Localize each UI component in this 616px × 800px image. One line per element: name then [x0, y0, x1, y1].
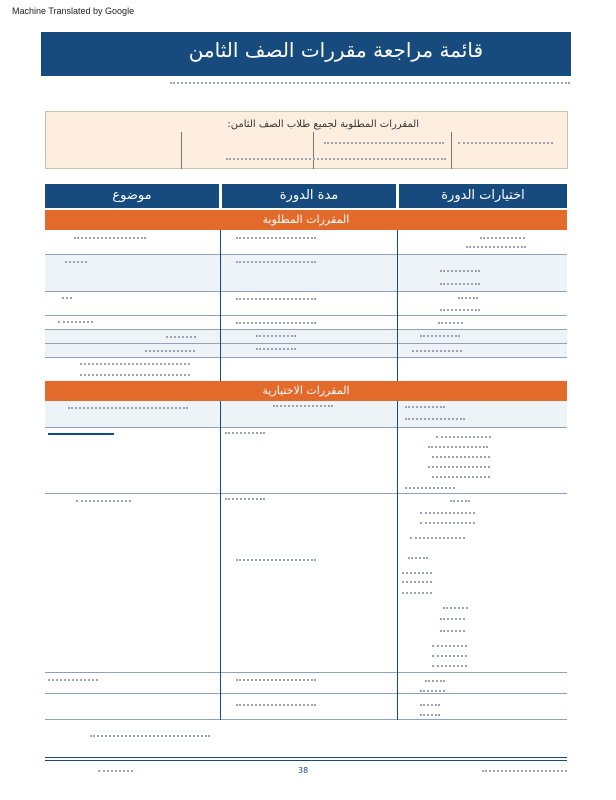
text-line — [432, 655, 467, 657]
text-line — [62, 297, 72, 299]
table-row — [45, 330, 567, 344]
text-line — [420, 522, 475, 524]
table-row — [45, 230, 567, 255]
table-row — [45, 673, 567, 694]
text-line — [402, 592, 432, 594]
text-line — [236, 559, 316, 561]
text-line — [480, 237, 525, 239]
text-line — [440, 270, 480, 272]
required-box-heading: المقررات المطلوبة لجميع طلاب الصف الثامن: — [227, 119, 419, 130]
text-line — [436, 436, 491, 438]
text-line — [440, 283, 480, 285]
column-divider — [397, 230, 398, 381]
table-row — [45, 344, 567, 358]
column-divider — [220, 230, 221, 381]
text-line — [428, 466, 490, 468]
text-line — [58, 321, 93, 323]
divider — [451, 132, 452, 169]
text-line — [405, 418, 465, 420]
table-row — [45, 358, 567, 382]
divider — [313, 132, 314, 169]
text-line — [324, 142, 444, 144]
text-line — [402, 581, 432, 583]
text-line — [408, 557, 428, 559]
footer-rule — [45, 760, 567, 761]
text-line — [412, 350, 462, 352]
text-line — [76, 500, 131, 502]
text-line — [402, 572, 432, 574]
text-line — [90, 735, 210, 737]
table-row — [45, 694, 567, 720]
text-line — [48, 679, 98, 681]
text-line — [440, 630, 465, 632]
text-line — [225, 498, 265, 500]
text-line — [420, 335, 460, 337]
text-line — [145, 350, 195, 352]
text-line — [410, 537, 465, 539]
text-line — [236, 679, 316, 681]
text-line — [256, 348, 296, 350]
table-row — [45, 494, 567, 673]
text-line — [466, 246, 526, 248]
text-line — [458, 297, 478, 299]
text-line — [420, 714, 440, 716]
text-line — [236, 261, 316, 263]
text-line — [225, 432, 265, 434]
footer-text — [482, 770, 567, 772]
intro-text — [170, 82, 570, 90]
text-line — [236, 298, 316, 300]
text-line — [443, 607, 468, 609]
text-line — [256, 335, 296, 337]
section-required: المقررات المطلوبة — [45, 210, 567, 230]
text-line — [428, 446, 488, 448]
text-line — [440, 618, 465, 620]
machine-translated-note: Machine Translated by Google — [12, 6, 135, 16]
text-line — [236, 237, 316, 239]
text-line — [440, 309, 480, 311]
table-row — [45, 292, 567, 316]
text-line — [432, 476, 490, 478]
text-line — [438, 322, 463, 324]
text-line — [425, 680, 445, 682]
footer-text — [98, 770, 133, 772]
text-line — [166, 336, 196, 338]
column-divider — [220, 401, 221, 720]
text-line — [405, 487, 455, 489]
text-line — [48, 433, 114, 435]
header-course-duration: مدة الدورة — [222, 184, 396, 208]
text-line — [273, 405, 333, 407]
text-line — [65, 261, 87, 263]
text-line — [432, 665, 467, 667]
text-line — [74, 237, 146, 239]
text-line — [420, 512, 475, 514]
page-number: 38 — [298, 766, 309, 775]
text-line — [432, 456, 490, 458]
text-line — [80, 363, 190, 365]
text-line — [236, 704, 316, 706]
header-course-options: اختيارات الدورة — [399, 184, 567, 208]
text-line — [236, 322, 316, 324]
text-line — [226, 158, 446, 160]
section-elective: المقررات الاختيارية — [45, 381, 567, 401]
text-line — [68, 407, 188, 409]
text-line — [405, 406, 445, 408]
divider — [181, 132, 182, 169]
page-title: قائمة مراجعة مقررات الصف الثامن — [188, 38, 483, 62]
text-line — [420, 704, 440, 706]
required-courses-box — [45, 111, 568, 169]
text-line — [432, 645, 467, 647]
column-divider — [397, 401, 398, 720]
text-line — [420, 690, 445, 692]
text-line — [450, 500, 470, 502]
text-line — [458, 142, 553, 144]
footer-rule — [45, 757, 567, 758]
title-banner — [41, 32, 571, 76]
header-subject: موضوع — [45, 184, 219, 208]
text-line — [80, 374, 190, 376]
